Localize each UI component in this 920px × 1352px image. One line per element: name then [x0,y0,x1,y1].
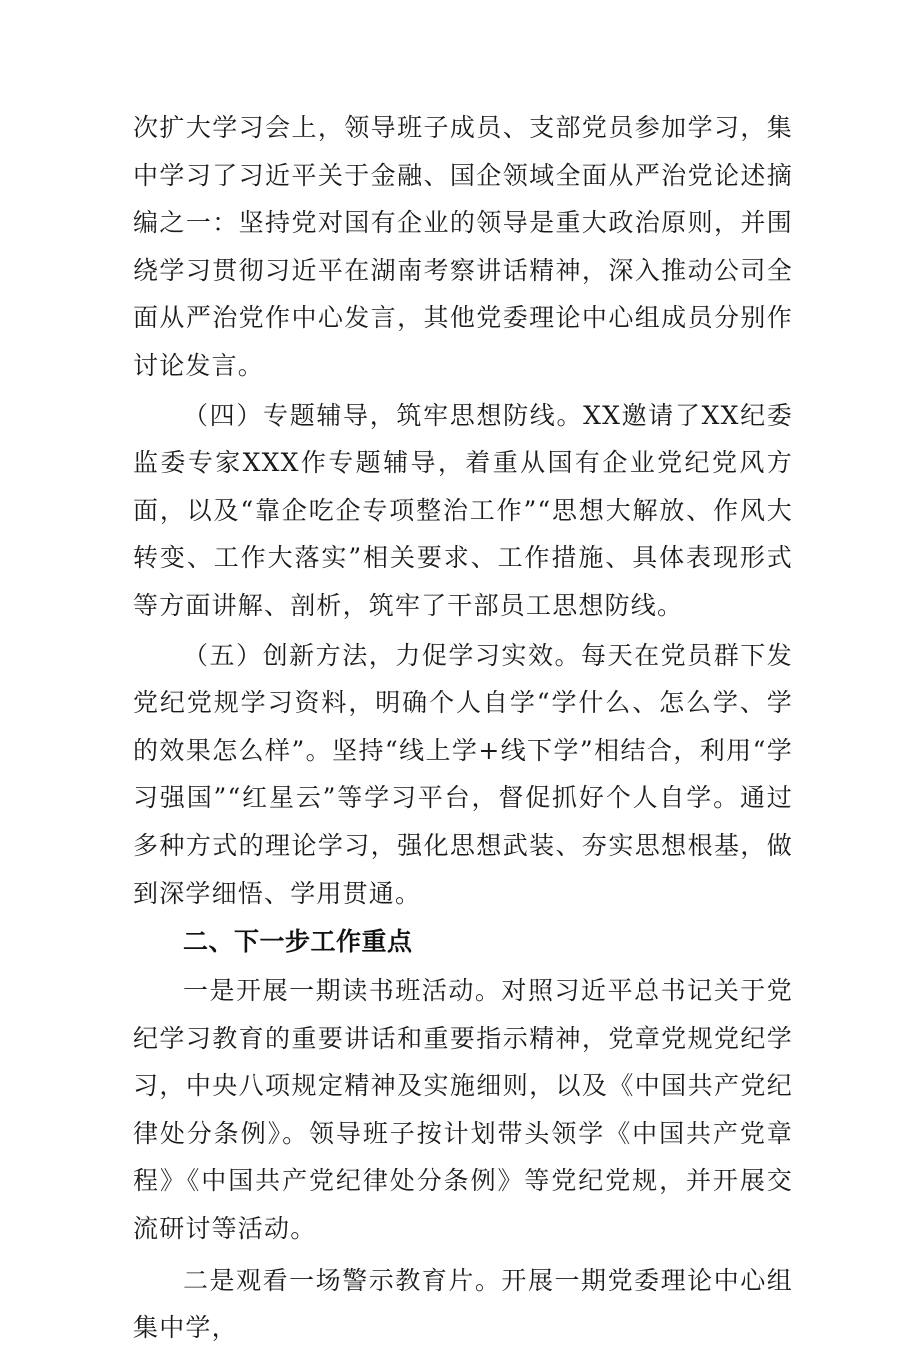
paragraph-warning-film: 二是观看一场警示教育片。开展一期党委理论中心组集中学， [133,1265,793,1343]
paragraph-topic-five: （五）创新方法，力促学习实效。每天在党员群下发党纪党规学习资料，明确个人自学“学什么、怎么学、学的效果怎么样”。坚持“线上学+线下学”相结合，利用“学习强国”“红星云”等学习平台，督促抓好个人自学。通过多种方式的理论学习，强化思想武装、夯实思想根基，做到深学细悟、学用贯通。 [133,640,793,908]
document-body [133,104,793,1352]
paragraph-continuation: 次扩大学习会上，领导班子成员、支部党员参加学习，集中学习了习近平关于金融、国企领域全面从严治党论述摘编之一：坚持党对国有企业的领导是重大政治原则，并围绕学习贯彻习近平在湖南考察讲话精神，深入推动公司全面从严治党作中心发言，其他党委理论中心组成员分别作讨论发言。 [133,113,793,380]
section-heading-next-steps: 二、下一步工作重点 [183,927,413,957]
paragraph-topic-four: （四）专题辅导，筑牢思想防线。XX邀请了XX纪委监委专家XXX作专题辅导，着重从国有企业党纪党风方面，以及“靠企吃企专项整治工作”“思想大解放、作风大转变、工作大落实”相关要求、工作措施、具体表现形式等方面讲解、剖析，筑牢了干部员工思想防线。 [133,400,793,620]
paragraph-reading-class: 一是开展一期读书班活动。对照习近平总书记关于党纪学习教育的重要讲话和重要指示精神，党章党规党纪学习，中央八项规定精神及实施细则，以及《中国共产党纪律处分条例》。领导班子按计划带头领学《中国共产党章程》《中国共产党纪律处分条例》等党纪党规，并开展交流研讨等活动。 [133,976,793,1244]
